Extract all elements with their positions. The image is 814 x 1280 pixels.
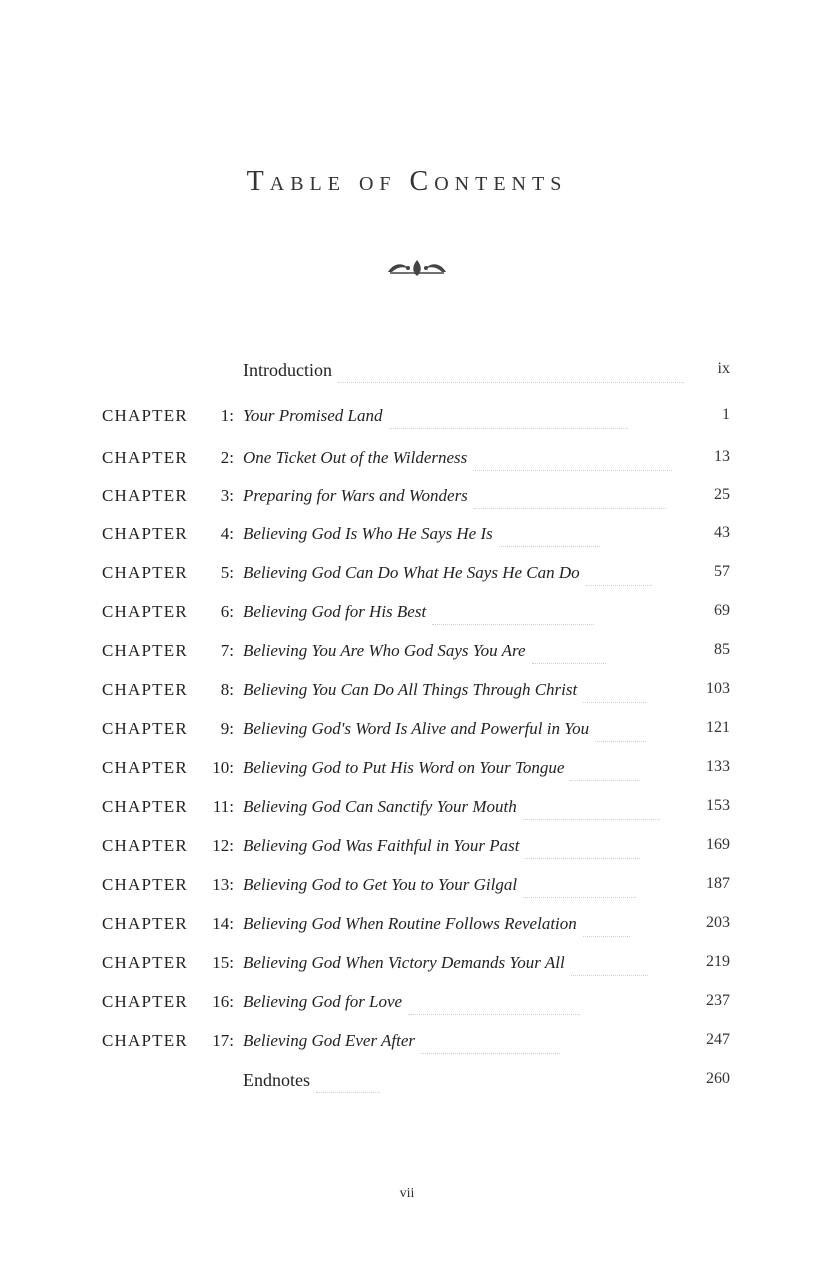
chapter-label: CHAPTER: [102, 797, 188, 816]
chapter-label: CHAPTER: [102, 875, 188, 894]
entry-title: Believing You Can Do All Things Through Christ: [243, 680, 578, 699]
entry-title: Believing God to Get You to Your Gilgal: [243, 875, 518, 894]
entry-title: Believing God's Word Is Alive and Powerful in You: [243, 719, 590, 738]
toc-entry: [0, 797, 814, 829]
chapter-number: 15:: [212, 953, 234, 972]
chapter-label: CHAPTER: [102, 448, 188, 467]
chapter-number: 13:: [212, 875, 234, 894]
toc-entry: [0, 680, 814, 712]
dot-leader: [570, 768, 640, 781]
entry-title: Believing God Is Who He Says He Is: [243, 524, 493, 543]
entry-title: Believing God Can Sanctify Your Mouth: [243, 797, 517, 816]
entry-page-number: 203: [706, 914, 730, 931]
chapter-label: CHAPTER: [102, 836, 188, 855]
entry-title: Believing God When Victory Demands Your All: [243, 953, 565, 972]
entry-page-number: 57: [714, 563, 730, 580]
entry-title: Believing God When Routine Follows Revelation: [243, 914, 577, 933]
dot-leader: [525, 846, 640, 859]
entry-title: Your Promised Land: [243, 406, 383, 425]
entry-page-number: 247: [706, 1031, 730, 1048]
dot-leader: [499, 534, 600, 547]
toc-entry: [0, 360, 814, 392]
dot-leader: [408, 1002, 580, 1015]
entry-title: One Ticket Out of the Wilderness: [243, 448, 468, 467]
toc-entry: [0, 563, 814, 595]
entry-page-number: 219: [706, 953, 730, 970]
entry-title: Believing God Ever After: [243, 1031, 415, 1050]
entry-page-number: ix: [717, 360, 730, 377]
chapter-number: 17:: [212, 1031, 234, 1050]
chapter-label: CHAPTER: [102, 992, 188, 1011]
chapter-number: 4:: [220, 524, 234, 543]
chapter-label: CHAPTER: [102, 486, 188, 505]
entry-page-number: 85: [714, 641, 730, 658]
toc-entry: [0, 406, 814, 438]
toc-entry: [0, 524, 814, 556]
dot-leader: [583, 690, 646, 703]
entry-page-number: 169: [706, 836, 730, 853]
chapter-label: CHAPTER: [102, 914, 188, 933]
chapter-label: CHAPTER: [102, 953, 188, 972]
toc-entry: [0, 875, 814, 907]
chapter-number: 5:: [220, 563, 234, 582]
toc-entry: [0, 602, 814, 634]
chapter-label: CHAPTER: [102, 758, 188, 777]
chapter-number: 3:: [220, 486, 234, 505]
entry-title: Believing God Was Faithful in Your Past: [243, 836, 520, 855]
entry-title: Believing God Can Do What He Says He Can Do: [243, 563, 580, 582]
chapter-number: 10:: [212, 758, 234, 777]
dot-leader: [432, 612, 594, 625]
dot-leader: [474, 496, 666, 509]
chapter-number: 16:: [212, 992, 234, 1011]
entry-page-number: 13: [714, 448, 730, 465]
dot-leader: [583, 924, 630, 937]
entry-title: Introduction: [243, 360, 332, 380]
entry-title: Endnotes: [243, 1070, 310, 1090]
chapter-label: CHAPTER: [102, 602, 188, 621]
entry-title: Believing You Are Who God Says You Are: [243, 641, 526, 660]
chapter-label: CHAPTER: [102, 719, 188, 738]
chapter-number: 2:: [220, 448, 234, 467]
entry-title: Believing God for His Best: [243, 602, 427, 621]
entry-page-number: 1: [722, 406, 730, 423]
chapter-label: CHAPTER: [102, 641, 188, 660]
chapter-number: 8:: [220, 680, 234, 699]
dot-leader: [421, 1041, 560, 1054]
page-number-footer: vii: [399, 1186, 415, 1201]
chapter-label: CHAPTER: [102, 680, 188, 699]
entry-page-number: 153: [706, 797, 730, 814]
entry-title: Preparing for Wars and Wonders: [243, 486, 468, 505]
entry-page-number: 25: [714, 486, 730, 503]
toc-entry: [0, 914, 814, 946]
dot-leader: [523, 885, 636, 898]
page-title: Table of Contents: [246, 166, 568, 197]
entry-page-number: 237: [706, 992, 730, 1009]
entry-title: Believing God to Put His Word on Your Tongue: [243, 758, 565, 777]
dot-leader: [571, 963, 648, 976]
chapter-number: 1:: [220, 406, 234, 425]
dot-leader: [523, 807, 660, 820]
toc-entry: [0, 1031, 814, 1063]
chapter-number: 6:: [220, 602, 234, 621]
ornament-icon: [384, 256, 450, 278]
entry-page-number: 260: [706, 1070, 730, 1087]
chapter-number: 7:: [220, 641, 234, 660]
chapter-label: CHAPTER: [102, 406, 188, 425]
toc-entry: [0, 719, 814, 751]
dot-leader: [586, 573, 652, 586]
entry-page-number: 133: [706, 758, 730, 775]
toc-entry: [0, 486, 814, 518]
dot-leader: [389, 416, 628, 429]
dot-leader: [338, 370, 684, 383]
chapter-number: 9:: [220, 719, 234, 738]
chapter-label: CHAPTER: [102, 563, 188, 582]
chapter-label: CHAPTER: [102, 1031, 188, 1050]
entry-page-number: 187: [706, 875, 730, 892]
toc-entry: [0, 448, 814, 480]
toc-entry: [0, 836, 814, 868]
entry-page-number: 43: [714, 524, 730, 541]
chapter-number: 11:: [212, 797, 234, 816]
dot-leader: [532, 651, 606, 664]
dot-leader: [595, 729, 646, 742]
chapter-number: 14:: [212, 914, 234, 933]
entry-page-number: 69: [714, 602, 730, 619]
entry-page-number: 121: [706, 719, 730, 736]
entry-title: Believing God for Love: [243, 992, 403, 1011]
toc-entry: [0, 953, 814, 985]
toc-entry: [0, 1070, 814, 1102]
entry-page-number: 103: [706, 680, 730, 697]
chapter-number: 12:: [212, 836, 234, 855]
dot-leader: [473, 458, 672, 471]
toc-entry: [0, 758, 814, 790]
toc-entry: [0, 641, 814, 673]
chapter-label: CHAPTER: [102, 524, 188, 543]
dot-leader: [316, 1080, 380, 1093]
toc-entry: [0, 992, 814, 1024]
